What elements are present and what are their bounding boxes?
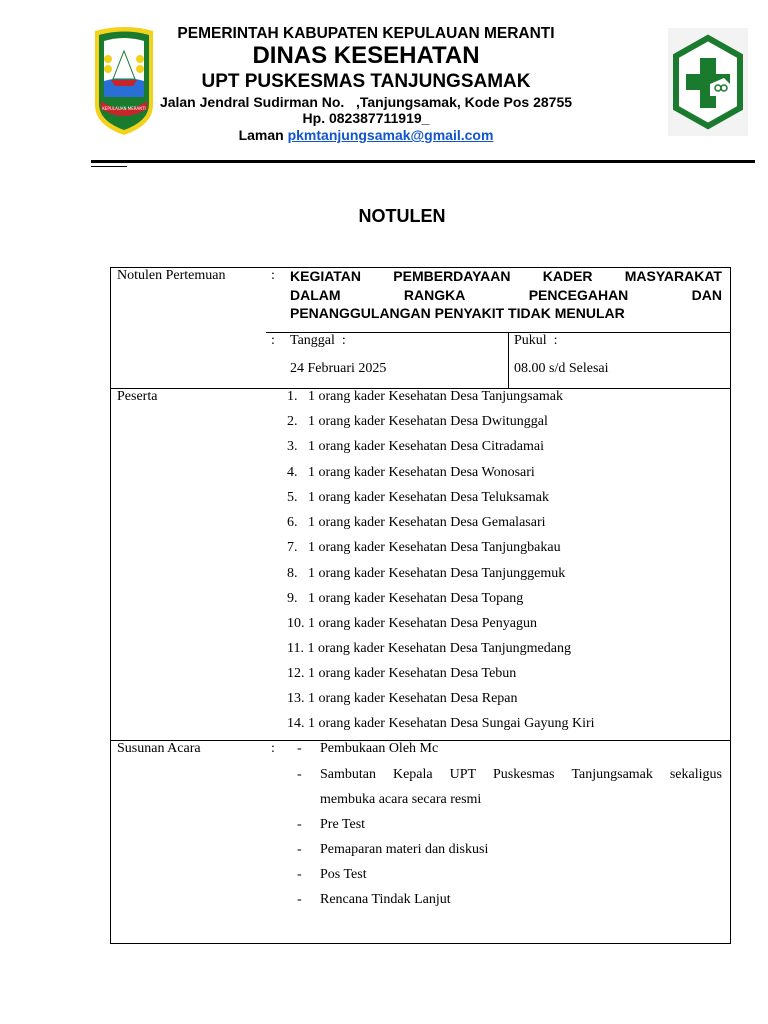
subject-line-2 (290, 287, 722, 303)
agenda-item: Pemaparan materi dan diskusi (320, 842, 489, 857)
agenda-bullet: - (297, 892, 302, 907)
agenda-label: Susunan Acara (117, 741, 201, 756)
header-address: Jalan Jendral Sudirman No. ,Tanjungsamak, Kode Pos 28755 (159, 94, 573, 110)
agenda-bullet: - (297, 767, 302, 782)
subject-word: DAN (691, 287, 722, 303)
agenda-word: Puskesmas (493, 767, 555, 782)
list-item: 8. 1 orang kader Kesehatan Desa Tanjunggemuk (287, 566, 566, 581)
agenda-bullet: - (297, 842, 302, 857)
agenda-item: Pre Test (320, 817, 366, 832)
participants-label: Peserta (117, 389, 158, 404)
date-label: Tanggal : (290, 333, 346, 348)
emblem-caption: KEPULAUAN MERANTI (102, 106, 146, 111)
agenda-word: UPT (449, 767, 477, 782)
agenda-word: Sambutan (320, 767, 376, 782)
date-value: 24 Februari 2025 (290, 361, 387, 376)
list-item: 1. 1 orang kader Kesehatan Desa Tanjungsamak (287, 389, 563, 404)
subject-line-1 (290, 268, 722, 284)
agenda-bullet: - (297, 867, 302, 882)
meeting-colon: : (271, 268, 275, 283)
agenda-item: Rencana Tindak Lanjut (320, 892, 451, 907)
agenda-item (320, 767, 722, 783)
agenda-word: Tanjungsamak (571, 767, 653, 782)
list-item: 10. 1 orang kader Kesehatan Desa Penyagun (287, 616, 537, 631)
subject-line-3: PENANGGULANGAN PENYAKIT TIDAK MENULAR (290, 305, 625, 321)
agenda-item-continuation: membuka acara secara resmi (320, 792, 482, 807)
puskesmas-logo-icon (668, 28, 748, 136)
list-item: 14. 1 orang kader Kesehatan Desa Sungai Gayung Kiri (287, 716, 595, 731)
agenda-colon: : (271, 741, 275, 756)
subject-word: RANGKA (403, 287, 466, 303)
subject-word: PEMBERDAYAAN (393, 268, 511, 284)
list-item: 2. 1 orang kader Kesehatan Desa Dwitunggal (287, 414, 548, 429)
agenda-item: Pembukaan Oleh Mc (320, 741, 439, 756)
agenda-item: Pos Test (320, 867, 367, 882)
date-colon: : (271, 333, 275, 348)
subject-word: DALAM (290, 287, 341, 303)
list-item: 3. 1 orang kader Kesehatan Desa Citradamai (287, 439, 544, 454)
subject-word: PENCEGAHAN (528, 287, 629, 303)
list-item: 6. 1 orang kader Kesehatan Desa Gemalasari (287, 515, 546, 530)
header-phone: Hp. 082387711919_ (302, 110, 430, 126)
list-item: 11. 1 orang kader Kesehatan Desa Tanjungmedang (287, 641, 571, 656)
subject-word: KADER (542, 268, 593, 284)
list-item: 12. 1 orang kader Kesehatan Desa Tebun (287, 666, 517, 681)
subject-word: MASYARAKAT (624, 268, 722, 284)
time-label: Pukul : (514, 333, 558, 348)
agenda-word: sekaligus (669, 767, 722, 782)
header-website (0, 127, 750, 143)
list-item: 9. 1 orang kader Kesehatan Desa Topang (287, 591, 524, 606)
agenda-word: Kepala (392, 767, 433, 782)
subject-word: KEGIATAN (290, 268, 362, 284)
email-link[interactable]: pkmtanjungsamak@gmail.com (287, 127, 494, 143)
header-government: PEMERINTAH KABUPATEN KEPULAUAN MERANTI (177, 25, 555, 42)
header-rule-thin (91, 166, 127, 167)
time-value: 08.00 s/d Selesai (514, 361, 609, 376)
header-rule-thick (91, 160, 755, 163)
list-item: 13. 1 orang kader Kesehatan Desa Repan (287, 691, 518, 706)
list-item: 4. 1 orang kader Kesehatan Desa Wonosari (287, 465, 535, 480)
document-title: NOTULEN (358, 206, 446, 226)
list-item: 7. 1 orang kader Kesehatan Desa Tanjungbakau (287, 540, 561, 555)
agenda-bullet: - (297, 817, 302, 832)
header-unit: UPT PUSKESMAS TANJUNGSAMAK (201, 71, 531, 92)
meeting-label: Notulen Pertemuan (117, 268, 226, 283)
col-divider-time (508, 332, 509, 388)
header-agency: DINAS KESEHATAN (252, 42, 480, 69)
agenda-bullet: - (297, 741, 302, 756)
laman-label: Laman (238, 127, 288, 143)
list-item: 5. 1 orang kader Kesehatan Desa Teluksamak (287, 490, 549, 505)
